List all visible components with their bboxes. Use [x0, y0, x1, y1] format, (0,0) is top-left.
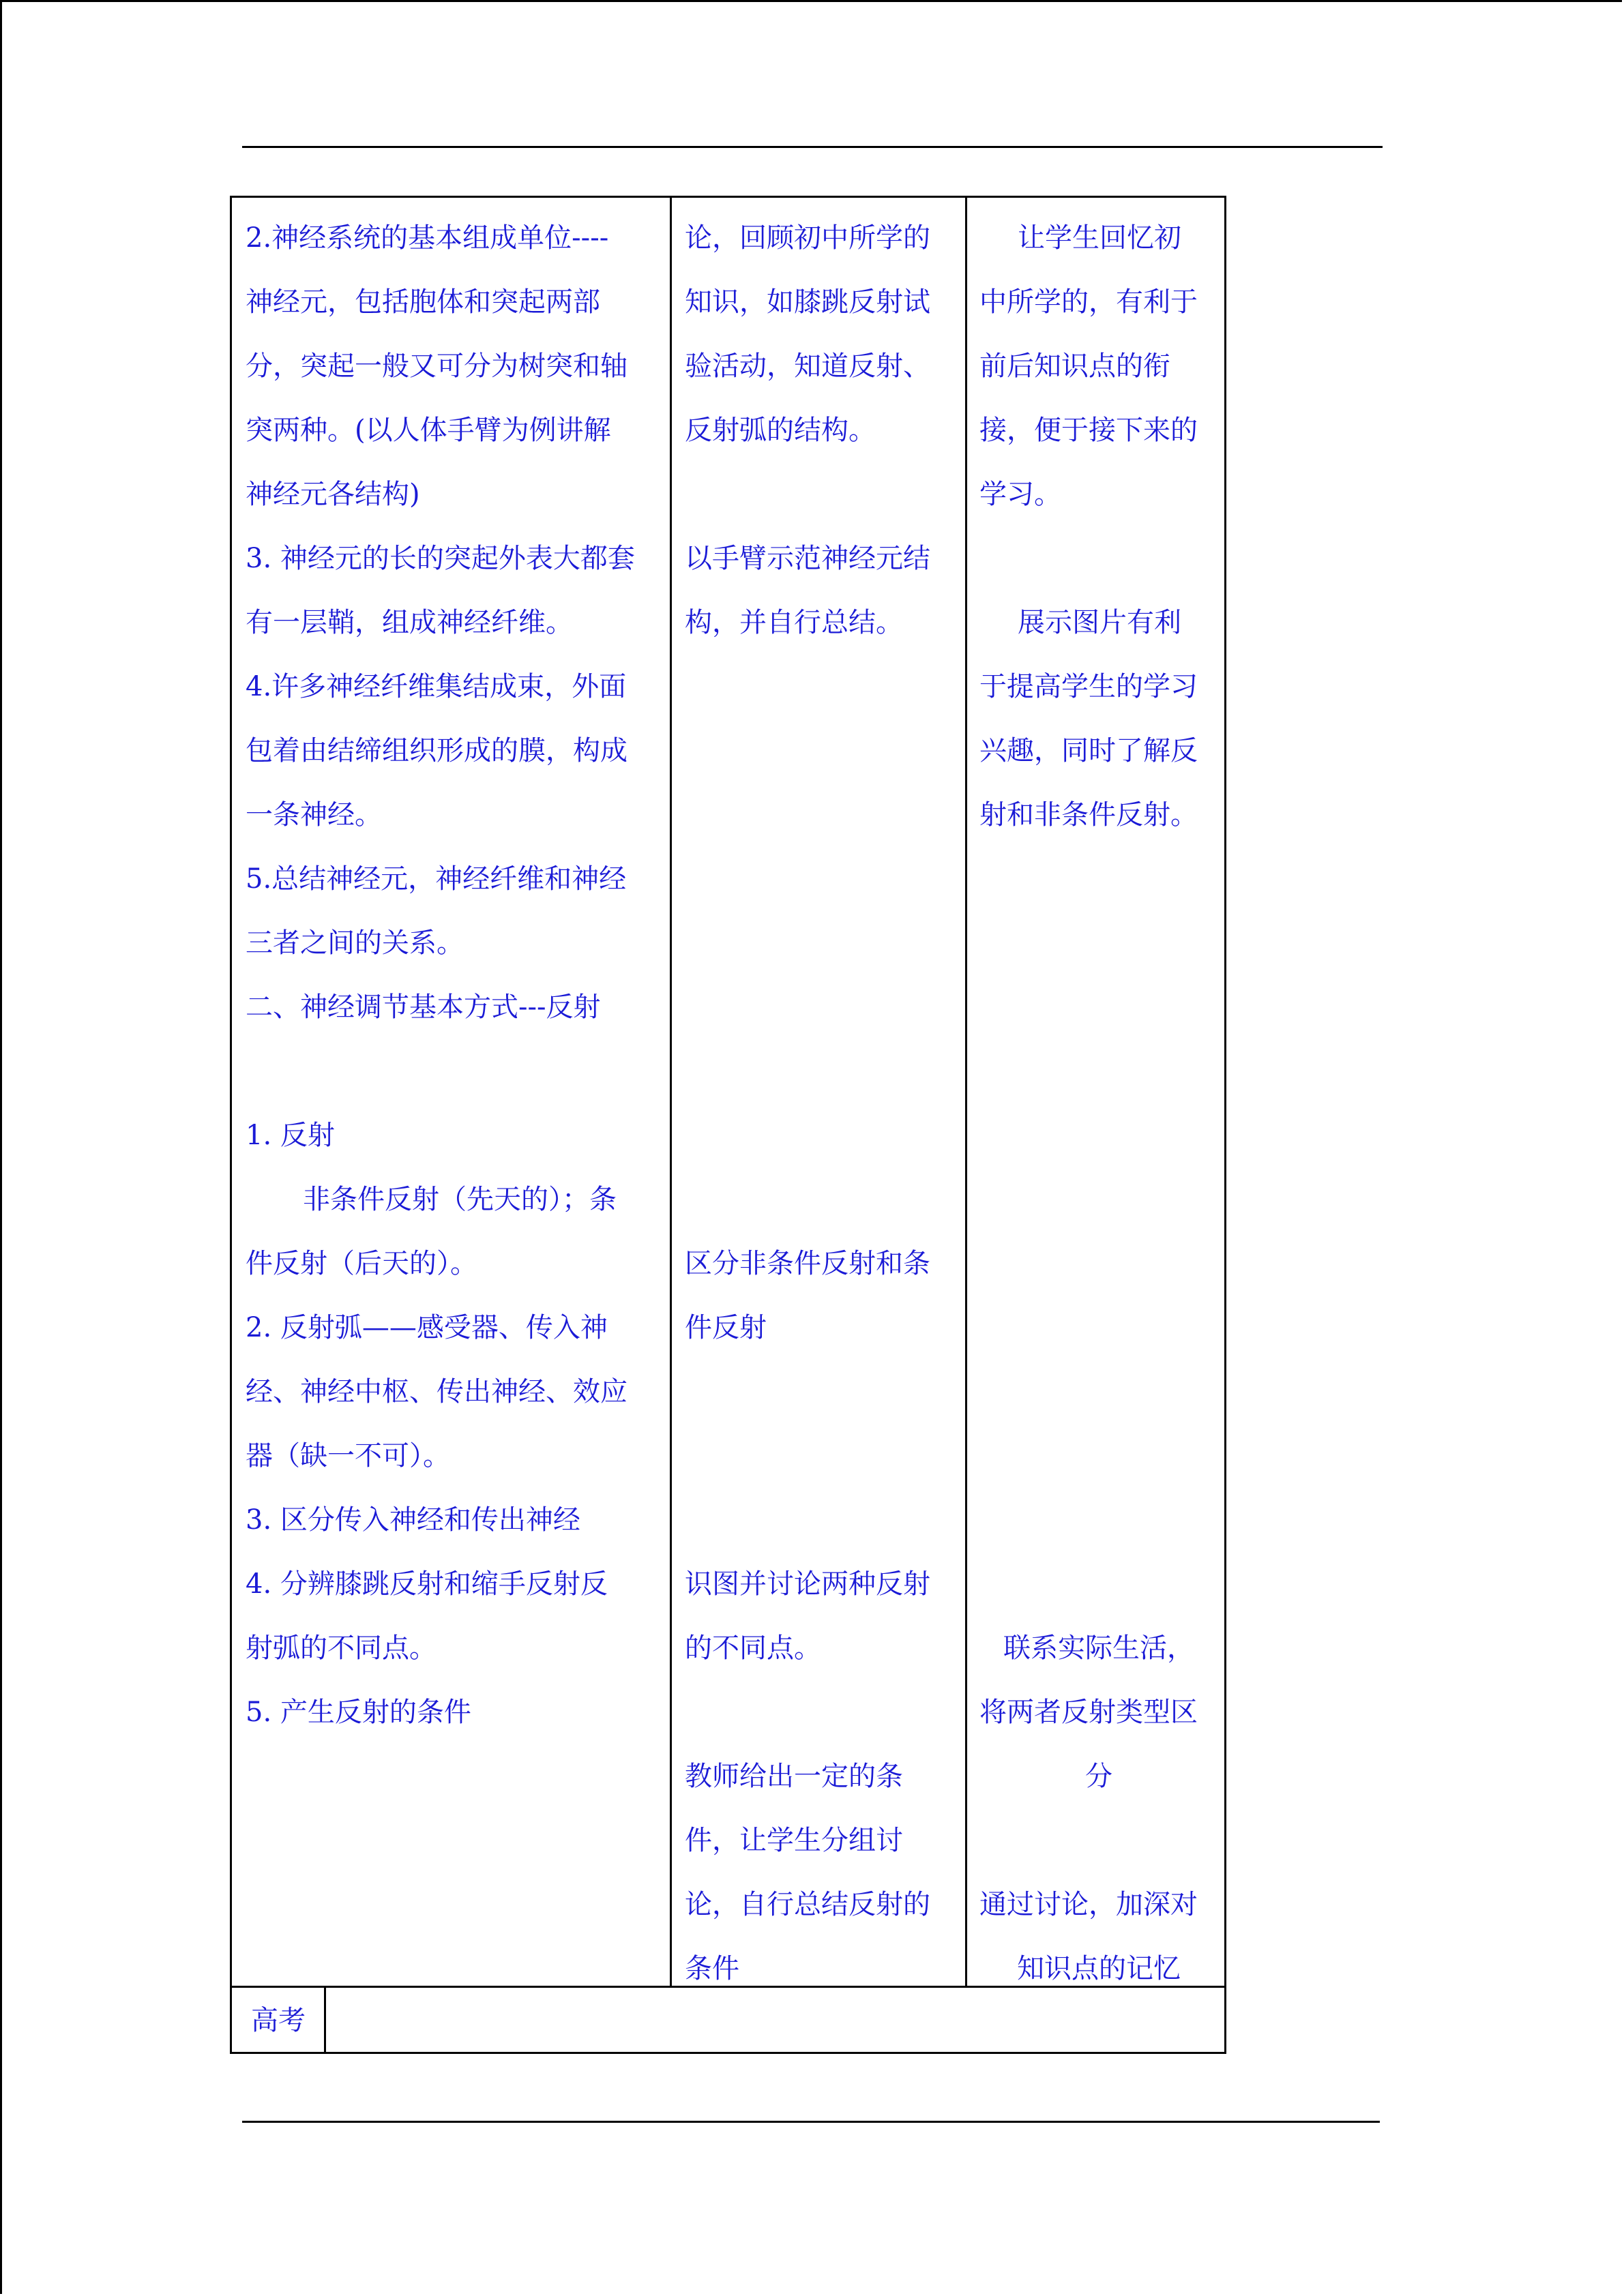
activity-line: 验活动，知道反射、 — [685, 351, 930, 382]
blank-line — [246, 1039, 662, 1103]
activity-line: 条件 — [685, 1953, 739, 1984]
header-rule — [242, 146, 1383, 148]
intent-line: 让学生回忆初 — [1018, 222, 1181, 254]
blank-line — [685, 1360, 954, 1424]
content-line: 射弧的不同点。 — [246, 1632, 437, 1664]
content-line: 分，突起一般又可分为树突和轴 — [246, 351, 628, 382]
activity-line: 论，自行总结反射的 — [685, 1889, 930, 1920]
gaokao-content — [327, 1990, 1221, 2051]
intent-line: 兴趣，同时了解反 — [979, 735, 1198, 766]
intent-line: 前后知识点的衔 — [979, 351, 1170, 382]
intent-line: 射和非条件反射。 — [979, 799, 1198, 831]
content-line: 2. 反射弧——感受器、传入神 — [246, 1312, 608, 1343]
content-line: 非条件反射（先天的）；条 — [303, 1184, 617, 1215]
activity-line: 以手臂示范神经元结 — [685, 543, 930, 574]
blank-line — [979, 911, 1218, 975]
blank-line — [979, 847, 1218, 911]
blank-line — [979, 975, 1218, 1039]
activity-line: 的不同点。 — [685, 1632, 821, 1664]
blank-line — [685, 1680, 954, 1744]
content-line: 突两种。(以人体手臂为例讲解 — [246, 415, 611, 446]
blank-line — [979, 1232, 1218, 1296]
activity-line: 件，让学生分组讨 — [685, 1825, 903, 1856]
blank-line — [685, 911, 954, 975]
content-line: 4. 分辨膝跳反射和缩手反射反 — [246, 1568, 608, 1600]
content-line: 4.许多神经纤维集结成束，外面 — [246, 671, 627, 702]
content-line: 5. 产生反射的条件 — [246, 1697, 471, 1728]
content-line: 件反射（后天的）。 — [246, 1248, 477, 1279]
intent-line: 中所学的，有利于 — [979, 286, 1198, 318]
blank-line — [685, 783, 954, 847]
blank-line — [979, 1296, 1218, 1360]
gaokao-divider — [324, 1988, 326, 2054]
activity-line: 件反射 — [685, 1312, 767, 1343]
activity-line: 识图并讨论两种反射 — [685, 1568, 930, 1600]
blank-line — [979, 1424, 1218, 1488]
blank-line — [979, 1103, 1218, 1167]
blank-line — [685, 462, 954, 526]
activity-line: 论，回顾初中所学的 — [685, 222, 930, 254]
activity-line: 知识，如膝跳反射试 — [685, 286, 930, 318]
content-line: 5.总结神经元，神经纤维和神经 — [246, 863, 627, 895]
activity-line: 区分非条件反射和条 — [685, 1248, 930, 1279]
blank-line — [979, 1039, 1218, 1103]
intent-line: 接，便于接下来的 — [979, 415, 1198, 446]
section-heading: 二、神经调节基本方式---反射 — [246, 992, 601, 1023]
activity-line: 构，并自行总结。 — [685, 607, 903, 638]
content-line: 2.神经系统的基本组成单位---- — [246, 222, 609, 254]
content-line: 一条神经。 — [246, 799, 382, 831]
content-line: 1. 反射 — [246, 1120, 335, 1151]
intent-line: 分 — [1085, 1761, 1112, 1792]
lesson-table — [230, 196, 1226, 2054]
blank-line — [685, 1103, 954, 1167]
content-line: 3. 神经元的长的突起外表大都套 — [246, 543, 635, 574]
blank-line — [685, 1424, 954, 1488]
student-activity-cell — [685, 206, 954, 2001]
intent-line: 展示图片有利 — [1018, 607, 1181, 638]
blank-line — [685, 1167, 954, 1232]
intent-line: 将两者反射类型区 — [979, 1697, 1198, 1728]
intent-line: 联系实际生活， — [1003, 1632, 1194, 1664]
gaokao-label: 高考 — [251, 2005, 306, 2036]
intent-line: 知识点的记忆 — [1017, 1953, 1181, 1984]
column-divider-1 — [670, 198, 672, 1988]
content-line: 神经元，包括胞体和突起两部 — [246, 286, 600, 318]
intent-line: 学习。 — [979, 479, 1061, 510]
blank-line — [685, 1039, 954, 1103]
blank-line — [979, 1808, 1218, 1873]
content-line: 有一层鞘，组成神经纤维。 — [246, 607, 573, 638]
blank-line — [979, 1552, 1218, 1616]
intent-line: 通过讨论，加深对 — [979, 1889, 1198, 1920]
column-divider-2 — [965, 198, 967, 1988]
blank-line — [979, 1488, 1218, 1552]
content-line: 包着由结缔组织形成的膜，构成 — [246, 735, 628, 766]
blank-line — [685, 655, 954, 719]
blank-line — [979, 1360, 1218, 1424]
blank-line — [685, 719, 954, 783]
blank-line — [979, 526, 1218, 591]
blank-line — [979, 1167, 1218, 1232]
content-line: 3. 区分传入神经和传出神经 — [246, 1504, 580, 1536]
activity-line: 教师给出一定的条 — [685, 1761, 903, 1792]
blank-line — [685, 1488, 954, 1552]
design-intent-cell — [979, 206, 1218, 2001]
content-line: 经、神经中枢、传出神经、效应 — [246, 1376, 628, 1407]
content-line: 神经元各结构) — [246, 479, 420, 510]
content-line: 器（缺一不可）。 — [246, 1440, 450, 1472]
teaching-content-cell — [246, 206, 662, 1744]
footer-rule — [242, 2121, 1380, 2123]
blank-line — [685, 847, 954, 911]
blank-line — [685, 975, 954, 1039]
content-line: 三者之间的关系。 — [246, 927, 464, 959]
intent-line: 于提高学生的学习 — [979, 671, 1198, 702]
activity-line: 反射弧的结构。 — [685, 415, 876, 446]
